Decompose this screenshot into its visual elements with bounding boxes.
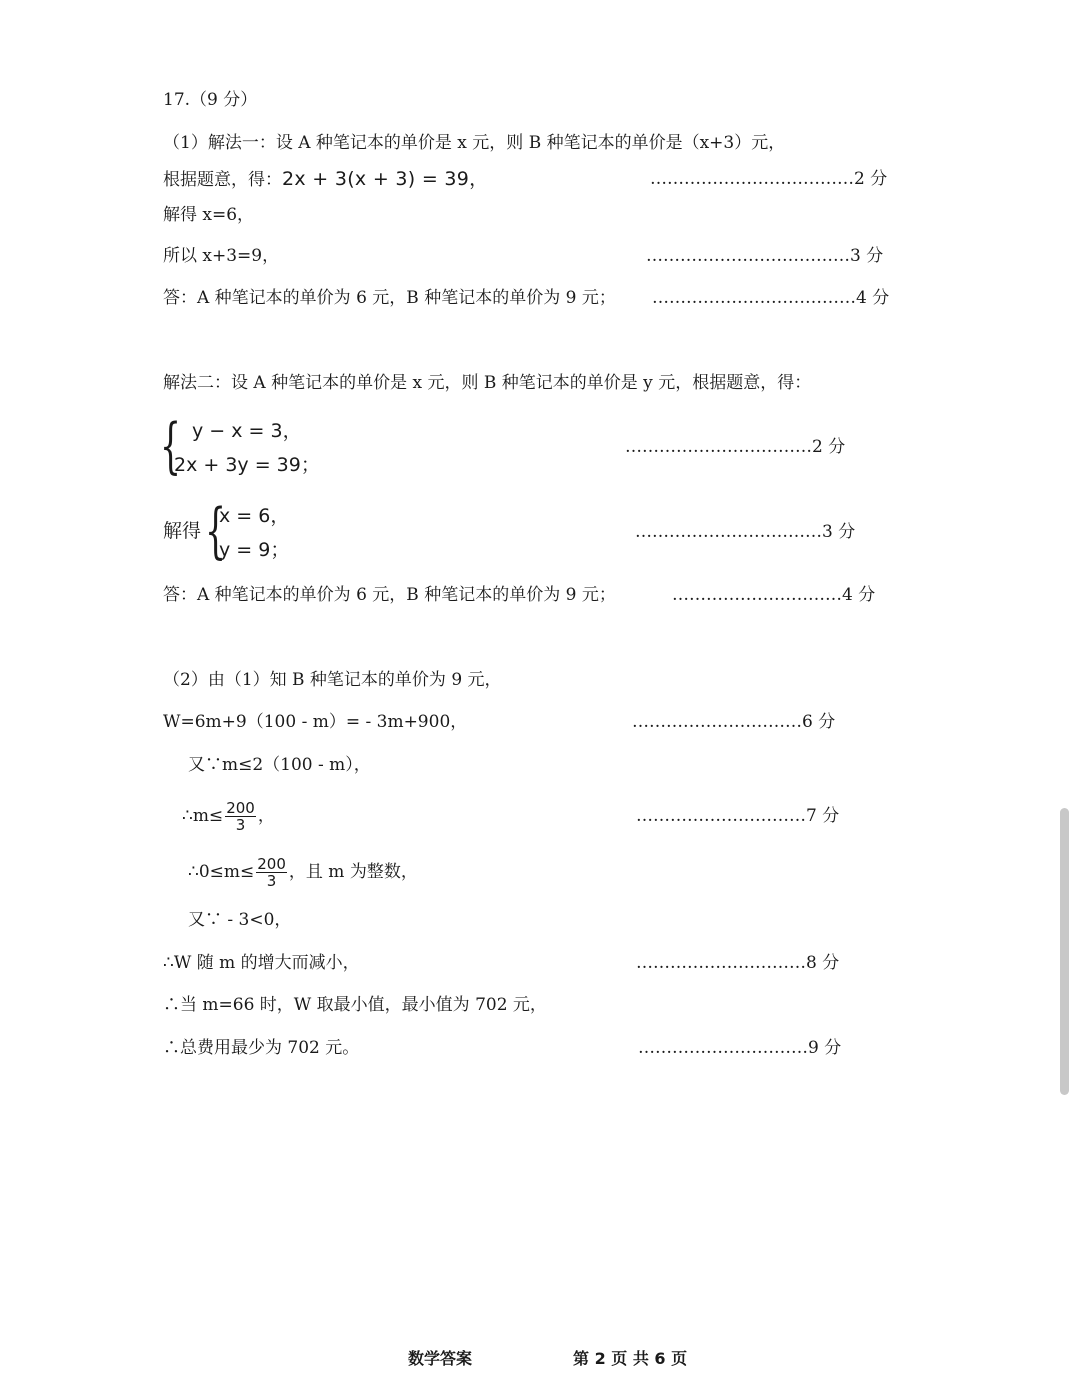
method1-line1: （1）解法一：设 A 种笔记本的单价是 x 元，则 B 种笔记本的单价是（x+3）元，	[163, 133, 786, 153]
fraction-200-3	[225, 800, 256, 833]
fraction-numerator: 200	[226, 799, 255, 817]
method2-answer: 答：A 种笔记本的单价为 6 元，B 种笔记本的单价为 9 元；	[163, 585, 616, 605]
fraction-denominator: 3	[235, 816, 246, 834]
solution-brace: {	[205, 496, 227, 566]
system-equation-2: 2x + 3y = 39；	[174, 454, 320, 476]
part2-line2: W=6m+9（100 - m）= - 3m+900，	[163, 712, 468, 732]
fraction-denominator: 3	[266, 872, 277, 890]
score-4-method1: ………………………………4 分	[652, 288, 890, 308]
part2-line6: 又∵ - 3<0，	[188, 910, 292, 930]
solution-x: x = 6，	[219, 505, 290, 527]
problem-title: 17.（9 分）	[163, 90, 258, 110]
method1-line3: 解得 x=6，	[163, 205, 255, 225]
score-2-method2: ……………………………2 分	[625, 437, 846, 457]
fraction-200-3	[256, 856, 287, 889]
part2-line4-suffix: ，	[257, 806, 275, 826]
method1-answer: 答：A 种笔记本的单价为 6 元，B 种笔记本的单价为 9 元；	[163, 288, 616, 308]
part2-line1: （2）由（1）知 B 种笔记本的单价为 9 元，	[163, 670, 502, 690]
score-2-method1: ………………………………2 分	[650, 169, 888, 189]
vertical-scrollbar[interactable]	[1060, 808, 1069, 1095]
score-8: …………………………8 分	[636, 953, 840, 973]
method1-line4: 所以 x+3=9，	[163, 246, 280, 266]
score-3-method1: ………………………………3 分	[646, 246, 884, 266]
method1-equation: 2x + 3(x + 3) = 39，	[282, 168, 489, 190]
part2-line5-suffix: ，且 m 为整数，	[288, 862, 418, 882]
solution-y: y = 9；	[219, 539, 290, 561]
score-4-method2: …………………………4 分	[672, 585, 876, 605]
part2-line9: ∴总费用最少为 702 元。	[163, 1038, 360, 1058]
part2-line5-prefix: ∴0≤m≤	[188, 862, 255, 882]
score-3-method2: ……………………………3 分	[635, 522, 856, 542]
solve-label: 解得	[163, 520, 202, 542]
score-6: …………………………6 分	[632, 712, 836, 732]
system-equation-1: y − x = 3，	[192, 420, 302, 442]
score-7: …………………………7 分	[636, 806, 840, 826]
method2-line1: 解法二：设 A 种笔记本的单价是 x 元，则 B 种笔记本的单价是 y 元，根据题意，得：	[163, 373, 812, 393]
system-brace: {	[160, 411, 182, 481]
score-9: …………………………9 分	[638, 1038, 842, 1058]
method1-line2-text: 根据题意，得：	[163, 170, 282, 190]
method1-line2	[163, 167, 488, 192]
part2-line4-prefix: ∴m≤	[182, 806, 224, 826]
part2-line5	[188, 856, 418, 889]
part2-line7: ∴W 随 m 的增大而减小，	[163, 953, 360, 973]
footer-subject: 数学答案	[408, 1349, 473, 1368]
part2-line4	[182, 800, 275, 833]
fraction-numerator: 200	[257, 855, 286, 873]
footer-page-info: 第 2 页 共 6 页	[573, 1349, 688, 1368]
part2-line8: ∴当 m=66 时，W 取最小值，最小值为 702 元，	[163, 995, 547, 1015]
part2-line3: 又∵m≤2（100 - m），	[188, 755, 371, 775]
